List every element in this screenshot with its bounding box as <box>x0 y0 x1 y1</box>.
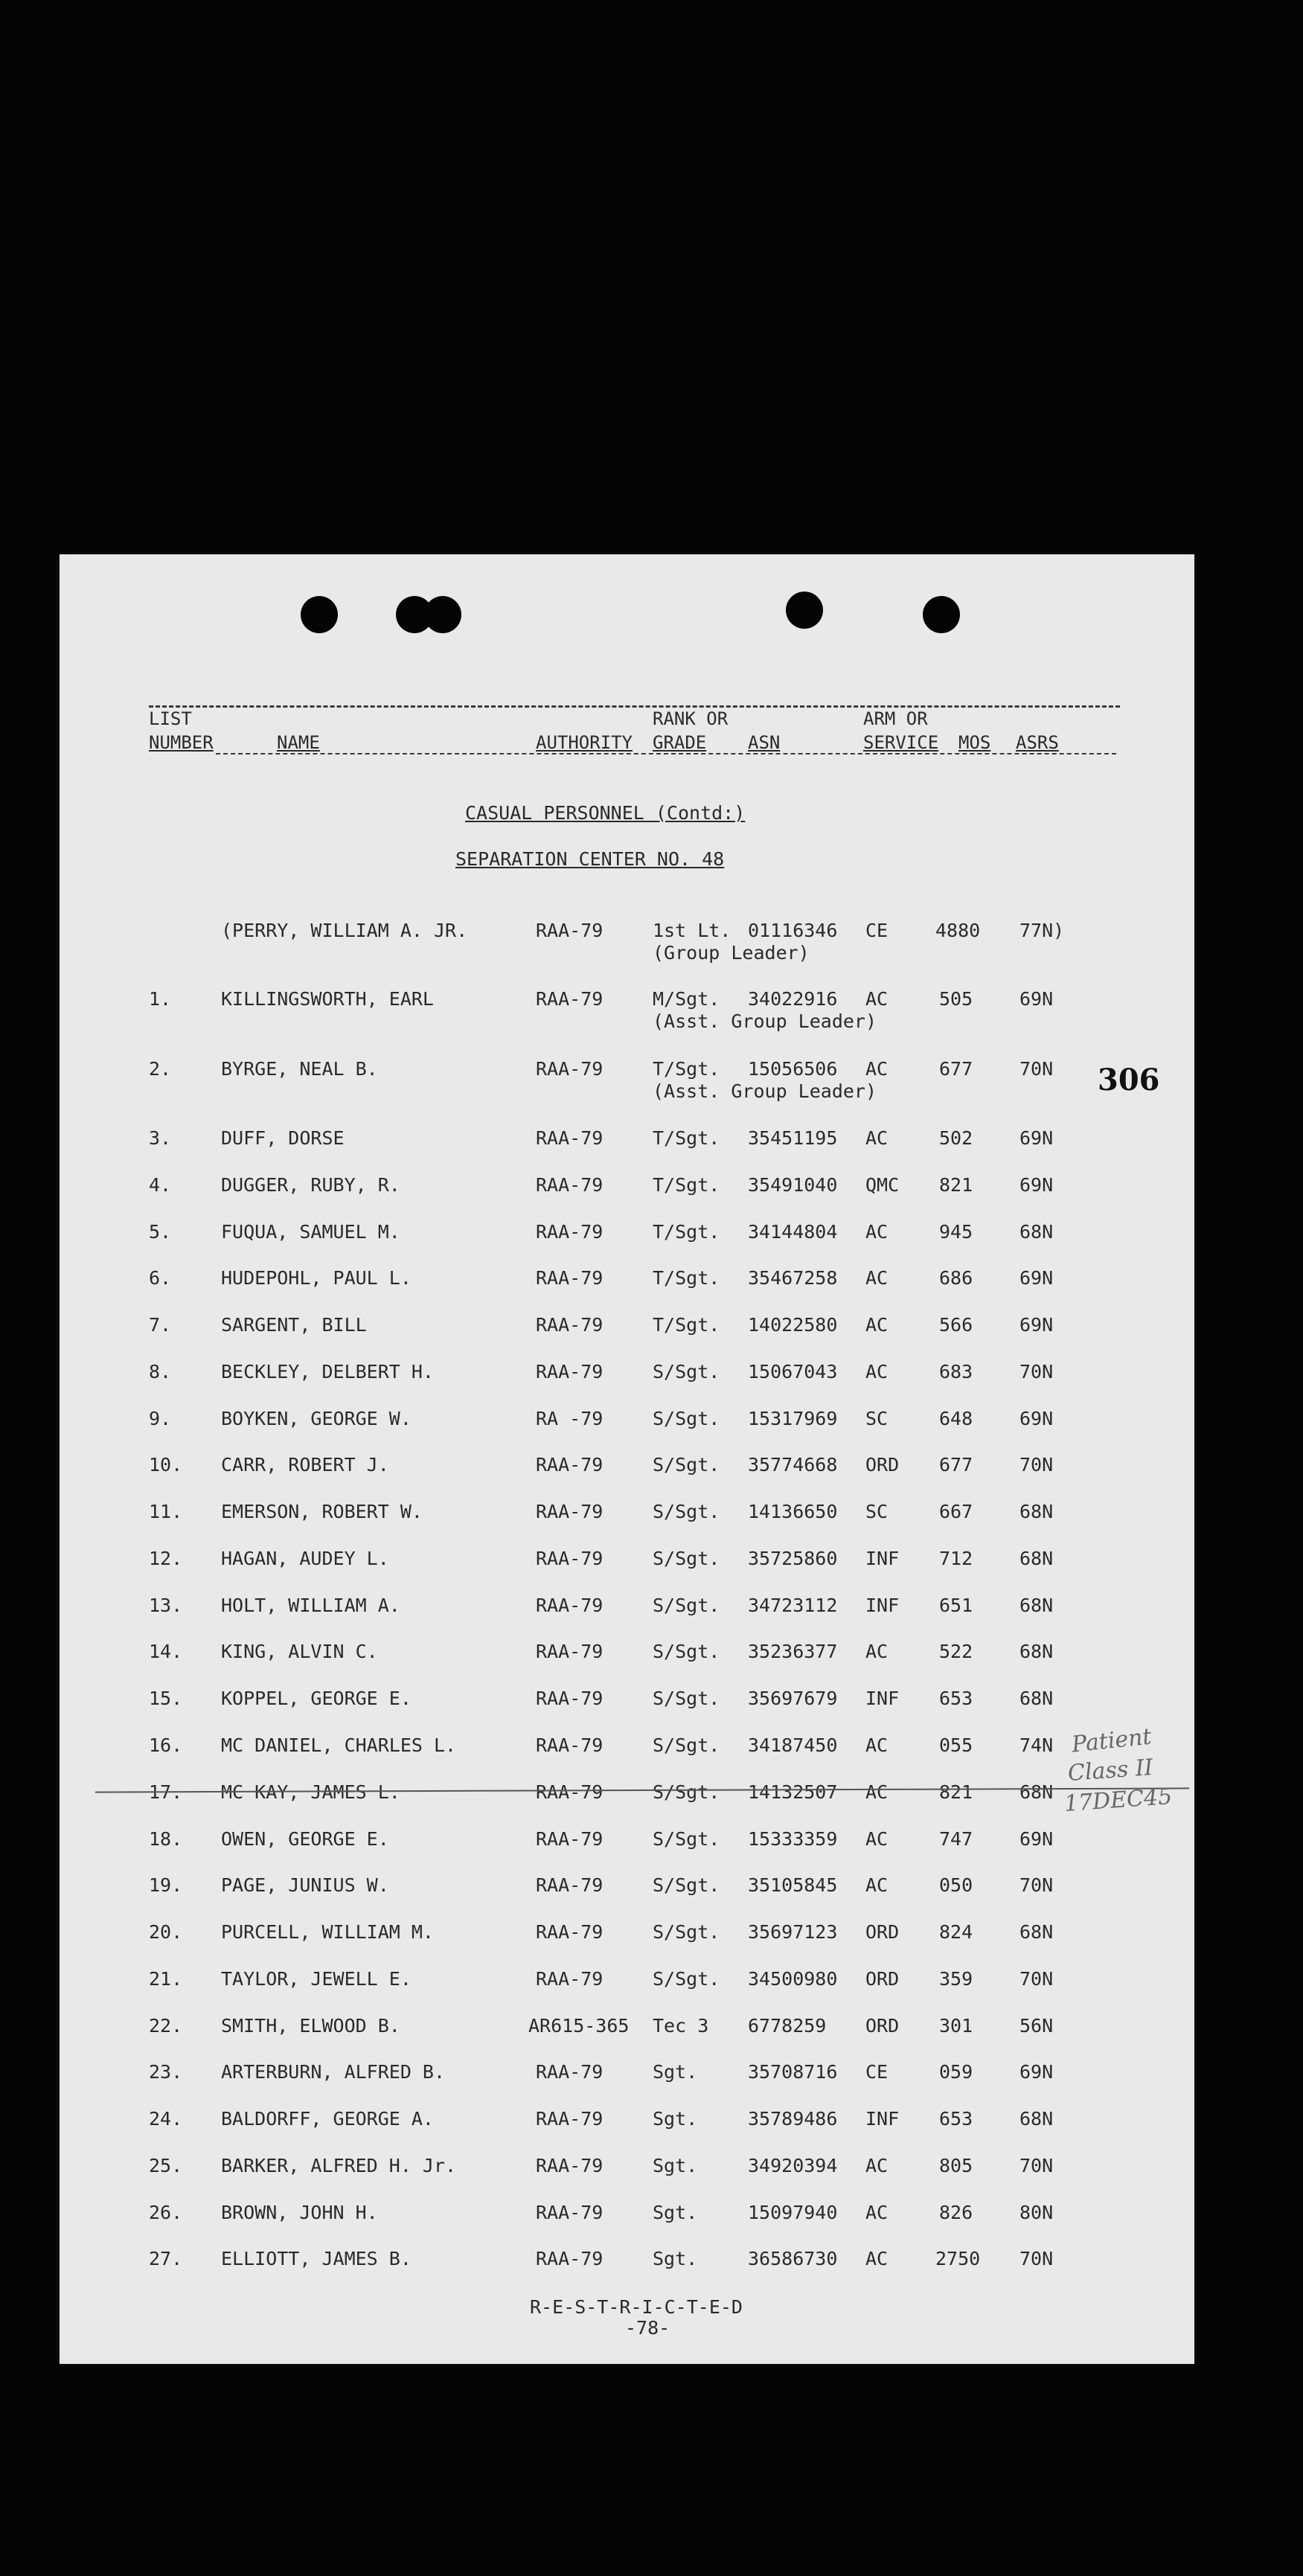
cell-authority: RAA-79 <box>536 1361 604 1382</box>
cell-asrs: 70N <box>1019 1968 1054 1990</box>
table-row <box>0 2015 1303 2060</box>
table-row <box>0 1921 1303 1966</box>
cell-name: PAGE, JUNIUS W. <box>221 1874 389 1896</box>
cell-rank: S/Sgt. <box>653 1454 720 1476</box>
cell-authority: RAA-79 <box>536 1595 604 1616</box>
cell-asrs: 68N <box>1019 1781 1054 1803</box>
cell-mos: 945 <box>939 1221 973 1243</box>
cell-mos: 826 <box>939 2202 973 2223</box>
cell-name: CARR, ROBERT J. <box>221 1454 389 1476</box>
cell-authority: RAA-79 <box>536 2108 604 2130</box>
table-row <box>0 1641 1303 1685</box>
table-row <box>0 2108 1303 2153</box>
cell-mos: 821 <box>939 1781 973 1803</box>
cell-asrs: 68N <box>1019 1548 1054 1569</box>
cell-asrs: 68N <box>1019 2108 1054 2130</box>
cell-mos: 805 <box>939 2155 973 2176</box>
cell-number: 24. <box>149 2108 183 2130</box>
cell-name: PURCELL, WILLIAM M. <box>221 1921 434 1943</box>
header-list-number-2: NUMBER <box>149 732 214 753</box>
leader-rank: 1st Lt. <box>653 920 731 941</box>
cell-number: 21. <box>149 1968 183 1990</box>
punch-hole <box>301 596 338 633</box>
table-row <box>0 1221 1303 1266</box>
cell-arm: ORD <box>865 1968 900 1990</box>
cell-number: 15. <box>149 1688 183 1709</box>
cell-authority: RAA-79 <box>536 1548 604 1569</box>
page-footer: -78- <box>625 2317 670 2339</box>
cell-number: 17. <box>149 1781 183 1803</box>
cell-asn: 35491040 <box>748 1174 838 1196</box>
leader-note: (Group Leader) <box>653 942 810 964</box>
cell-asrs: 74N <box>1019 1734 1054 1756</box>
cell-asrs: 68N <box>1019 1688 1054 1709</box>
cell-mos: 683 <box>939 1361 973 1382</box>
cell-authority: RAA-79 <box>536 1267 604 1289</box>
cell-arm: AC <box>865 988 889 1010</box>
cell-name: BARKER, ALFRED H. Jr. <box>221 2155 457 2176</box>
cell-rank: T/Sgt. <box>653 1127 720 1149</box>
cell-name: BROWN, JOHN H. <box>221 2202 378 2223</box>
section-title: CASUAL PERSONNEL (Contd:) <box>465 802 746 824</box>
table-row <box>0 1968 1303 2013</box>
cell-authority: RAA-79 <box>536 1734 604 1756</box>
cell-number: 26. <box>149 2202 183 2223</box>
table-row <box>0 1688 1303 1732</box>
cell-mos: 686 <box>939 1267 973 1289</box>
cell-rank: Sgt. <box>653 2108 698 2130</box>
cell-arm: ORD <box>865 1454 900 1476</box>
cell-asrs: 70N <box>1019 1058 1054 1080</box>
cell-asn: 36586730 <box>748 2248 838 2269</box>
cell-rank: S/Sgt. <box>653 1828 720 1850</box>
cell-asn: 35697123 <box>748 1921 838 1943</box>
cell-arm: AC <box>865 1874 889 1896</box>
cell-asrs: 70N <box>1019 2248 1054 2269</box>
header-arm-1: ARM OR <box>863 708 928 729</box>
cell-mos: 359 <box>939 1968 973 1990</box>
cell-name: SARGENT, BILL <box>221 1314 367 1336</box>
cell-authority: RAA-79 <box>536 1921 604 1943</box>
cell-authority: RAA-79 <box>536 1501 604 1522</box>
cell-name: DUFF, DORSE <box>221 1127 345 1149</box>
cell-mos: 502 <box>939 1127 973 1149</box>
cell-arm: AC <box>865 1361 889 1382</box>
cell-name: SMITH, ELWOOD B. <box>221 2015 400 2037</box>
cell-arm: AC <box>865 1828 889 1850</box>
cell-authority: RAA-79 <box>536 2248 604 2269</box>
cell-asrs: 70N <box>1019 1874 1054 1896</box>
cell-number: 2. <box>149 1058 172 1080</box>
cell-name: BECKLEY, DELBERT H. <box>221 1361 434 1382</box>
cell-asn: 34500980 <box>748 1968 838 1990</box>
cell-asn: 35789486 <box>748 2108 838 2130</box>
punch-hole <box>424 596 461 633</box>
cell-rank: M/Sgt. <box>653 988 720 1010</box>
cell-arm: QMC <box>865 1174 900 1196</box>
restricted-footer: R-E-S-T-R-I-C-T-E-D <box>530 2296 743 2318</box>
cell-rank: Tec 3 <box>653 2015 709 2037</box>
table-row <box>0 2061 1303 2106</box>
leader-name: (PERRY, WILLIAM A. JR. <box>221 920 468 941</box>
cell-mos: 712 <box>939 1548 973 1569</box>
cell-asn: 34723112 <box>748 1595 838 1616</box>
cell-number: 10. <box>149 1454 183 1476</box>
table-row <box>0 1874 1303 1919</box>
cell-arm: AC <box>865 1734 889 1756</box>
table-row <box>0 1058 1303 1103</box>
table-row <box>0 1595 1303 1639</box>
cell-number: 25. <box>149 2155 183 2176</box>
cell-asrs: 68N <box>1019 1595 1054 1616</box>
cell-authority: RAA-79 <box>536 1174 604 1196</box>
cell-arm: AC <box>865 1267 889 1289</box>
cell-name: OWEN, GEORGE E. <box>221 1828 389 1850</box>
cell-mos: 055 <box>939 1734 973 1756</box>
cell-arm: AC <box>865 2155 889 2176</box>
cell-authority: RAA-79 <box>536 1641 604 1662</box>
table-row <box>0 1501 1303 1545</box>
cell-arm: INF <box>865 1595 900 1616</box>
cell-asrs: 70N <box>1019 1454 1054 1476</box>
punch-hole <box>786 592 823 629</box>
cell-name: MC DANIEL, CHARLES L. <box>221 1734 457 1756</box>
cell-arm: AC <box>865 2202 889 2223</box>
table-row <box>0 988 1303 1033</box>
cell-mos: 522 <box>939 1641 973 1662</box>
cell-mos: 747 <box>939 1828 973 1850</box>
cell-mos: 301 <box>939 2015 973 2037</box>
leader-asn: 01116346 <box>748 920 838 941</box>
handwritten-note-line1: Patient <box>1070 1723 1153 1758</box>
header-bottom-rule <box>216 753 1116 754</box>
cell-asrs: 69N <box>1019 988 1054 1010</box>
cell-name: HOLT, WILLIAM A. <box>221 1595 400 1616</box>
cell-asn: 34022916 <box>748 988 838 1010</box>
cell-mos: 566 <box>939 1314 973 1336</box>
cell-number: 20. <box>149 1921 183 1943</box>
cell-name: ARTERBURN, ALFRED B. <box>221 2061 446 2083</box>
center-title: SEPARATION CENTER NO. 48 <box>455 848 725 870</box>
cell-rank: S/Sgt. <box>653 1641 720 1662</box>
cell-asn: 6778259 <box>748 2015 827 2037</box>
cell-name: MC KAY, JAMES L. <box>221 1781 400 1803</box>
cell-asn: 34187450 <box>748 1734 838 1756</box>
cell-arm: AC <box>865 1781 889 1803</box>
cell-asn: 34920394 <box>748 2155 838 2176</box>
cell-authority: RAA-79 <box>536 2155 604 2176</box>
header-rank-1: RANK OR <box>653 708 729 729</box>
cell-mos: 651 <box>939 1595 973 1616</box>
cell-number: 8. <box>149 1361 172 1382</box>
cell-rank: T/Sgt. <box>653 1314 720 1336</box>
cell-name: KILLINGSWORTH, EARL <box>221 988 434 1010</box>
cell-rank: Sgt. <box>653 2061 698 2083</box>
cell-asn: 35774668 <box>748 1454 838 1476</box>
cell-number: 11. <box>149 1501 183 1522</box>
cell-rank: S/Sgt. <box>653 1734 720 1756</box>
header-asrs: ASRS <box>1016 732 1059 753</box>
leader-asrs: 77N) <box>1019 920 1065 941</box>
cell-asn: 14136650 <box>748 1501 838 1522</box>
cell-arm: INF <box>865 1548 900 1569</box>
cell-authority: AR615-365 <box>528 2015 630 2037</box>
cell-mos: 050 <box>939 1874 973 1896</box>
cell-number: 9. <box>149 1408 172 1429</box>
table-row <box>0 1174 1303 1219</box>
cell-rank: S/Sgt. <box>653 1781 720 1803</box>
cell-asrs: 80N <box>1019 2202 1054 2223</box>
cell-asn: 15097940 <box>748 2202 838 2223</box>
handwritten-note-line2: Class II <box>1066 1755 1154 1787</box>
cell-mos: 677 <box>939 1058 973 1080</box>
table-row <box>0 1548 1303 1592</box>
cell-asrs: 69N <box>1019 1267 1054 1289</box>
cell-rank: S/Sgt. <box>653 1501 720 1522</box>
cell-mos: 667 <box>939 1501 973 1522</box>
cell-rank: T/Sgt. <box>653 1174 720 1196</box>
cell-number: 4. <box>149 1174 172 1196</box>
cell-rank: T/Sgt. <box>653 1221 720 1243</box>
cell-asrs: 68N <box>1019 1501 1054 1522</box>
cell-asn: 15067043 <box>748 1361 838 1382</box>
cell-asn: 35236377 <box>748 1641 838 1662</box>
cell-authority: RA -79 <box>536 1408 604 1429</box>
cell-rank: Sgt. <box>653 2155 698 2176</box>
cell-arm: AC <box>865 1127 889 1149</box>
cell-authority: RAA-79 <box>536 988 604 1010</box>
cell-asn: 14132507 <box>748 1781 838 1803</box>
leader-arm: CE <box>865 920 889 941</box>
cell-rank: Sgt. <box>653 2248 698 2269</box>
cell-authority: RAA-79 <box>536 1058 604 1080</box>
cell-rank: S/Sgt. <box>653 1874 720 1896</box>
table-row <box>0 1454 1303 1499</box>
cell-mos: 677 <box>939 1454 973 1476</box>
cell-asrs: 69N <box>1019 1314 1054 1336</box>
cell-mos: 505 <box>939 988 973 1010</box>
header-authority: AUTHORITY <box>536 732 633 753</box>
cell-mos: 653 <box>939 1688 973 1709</box>
cell-asrs: 68N <box>1019 1221 1054 1243</box>
cell-rank: S/Sgt. <box>653 1688 720 1709</box>
cell-arm: AC <box>865 2248 889 2269</box>
table-row <box>0 1127 1303 1172</box>
table-row <box>0 2248 1303 2293</box>
cell-number: 6. <box>149 1267 172 1289</box>
cell-arm: AC <box>865 1058 889 1080</box>
cell-asn: 15333359 <box>748 1828 838 1850</box>
cell-number: 1. <box>149 988 172 1010</box>
cell-asn: 14022580 <box>748 1314 838 1336</box>
cell-asn: 35697679 <box>748 1688 838 1709</box>
cell-number: 14. <box>149 1641 183 1662</box>
cell-arm: ORD <box>865 2015 900 2037</box>
cell-authority: RAA-79 <box>536 1314 604 1336</box>
header-asn: ASN <box>748 732 781 753</box>
page-number-stamp: 306 <box>1098 1063 1160 1098</box>
cell-arm: AC <box>865 1221 889 1243</box>
cell-authority: RAA-79 <box>536 1127 604 1149</box>
table-row <box>0 1361 1303 1406</box>
cell-asrs: 69N <box>1019 1174 1054 1196</box>
table-row <box>0 2155 1303 2199</box>
cell-name: EMERSON, ROBERT W. <box>221 1501 423 1522</box>
cell-asn: 35725860 <box>748 1548 838 1569</box>
cell-authority: RAA-79 <box>536 1828 604 1850</box>
cell-name: TAYLOR, JEWELL E. <box>221 1968 412 1990</box>
cell-asn: 15317969 <box>748 1408 838 1429</box>
leader-mos: 4880 <box>935 920 981 941</box>
cell-arm: AC <box>865 1314 889 1336</box>
cell-asrs: 68N <box>1019 1921 1054 1943</box>
cell-note: (Asst. Group Leader) <box>653 1010 877 1032</box>
header-top-rule <box>149 705 1120 708</box>
cell-asrs: 70N <box>1019 2155 1054 2176</box>
cell-asrs: 69N <box>1019 1408 1054 1429</box>
cell-asn: 34144804 <box>748 1221 838 1243</box>
cell-authority: RAA-79 <box>536 1874 604 1896</box>
cell-name: BOYKEN, GEORGE W. <box>221 1408 412 1429</box>
cell-name: BALDORFF, GEORGE A. <box>221 2108 434 2130</box>
cell-mos: 824 <box>939 1921 973 1943</box>
cell-number: 3. <box>149 1127 172 1149</box>
punch-hole <box>923 596 960 633</box>
cell-arm: CE <box>865 2061 889 2083</box>
cell-number: 23. <box>149 2061 183 2083</box>
cell-number: 16. <box>149 1734 183 1756</box>
cell-arm: INF <box>865 1688 900 1709</box>
cell-mos: 059 <box>939 2061 973 2083</box>
cell-rank: T/Sgt. <box>653 1058 720 1080</box>
header-name: NAME <box>277 732 320 753</box>
header-rank-2: GRADE <box>653 732 707 753</box>
cell-authority: RAA-79 <box>536 2202 604 2223</box>
leader-authority: RAA-79 <box>536 920 604 941</box>
cell-mos: 653 <box>939 2108 973 2130</box>
cell-rank: T/Sgt. <box>653 1267 720 1289</box>
cell-authority: RAA-79 <box>536 1221 604 1243</box>
table-row <box>0 1314 1303 1359</box>
table-row <box>0 2202 1303 2246</box>
cell-asrs: 70N <box>1019 1361 1054 1382</box>
cell-note: (Asst. Group Leader) <box>653 1080 877 1102</box>
cell-asn: 35708716 <box>748 2061 838 2083</box>
cell-mos: 2750 <box>935 2248 981 2269</box>
cell-rank: S/Sgt. <box>653 1921 720 1943</box>
cell-number: 19. <box>149 1874 183 1896</box>
cell-arm: ORD <box>865 1921 900 1943</box>
cell-rank: S/Sgt. <box>653 1548 720 1569</box>
cell-name: KOPPEL, GEORGE E. <box>221 1688 412 1709</box>
cell-asn: 15056506 <box>748 1058 838 1080</box>
cell-name: BYRGE, NEAL B. <box>221 1058 378 1080</box>
cell-name: ELLIOTT, JAMES B. <box>221 2248 412 2269</box>
cell-authority: RAA-79 <box>536 1968 604 1990</box>
cell-rank: S/Sgt. <box>653 1595 720 1616</box>
header-mos: MOS <box>958 732 991 753</box>
cell-rank: S/Sgt. <box>653 1361 720 1382</box>
cell-number: 12. <box>149 1548 183 1569</box>
cell-name: KING, ALVIN C. <box>221 1641 378 1662</box>
cell-mos: 821 <box>939 1174 973 1196</box>
cell-rank: S/Sgt. <box>653 1408 720 1429</box>
header-list-number-1: LIST <box>149 708 192 729</box>
cell-authority: RAA-79 <box>536 1781 604 1803</box>
cell-rank: S/Sgt. <box>653 1968 720 1990</box>
cell-name: HUDEPOHL, PAUL L. <box>221 1267 412 1289</box>
header-arm-2: SERVICE <box>863 732 939 753</box>
cell-name: FUQUA, SAMUEL M. <box>221 1221 400 1243</box>
table-row <box>0 1267 1303 1312</box>
cell-number: 22. <box>149 2015 183 2037</box>
table-row <box>0 1408 1303 1452</box>
cell-asrs: 69N <box>1019 1127 1054 1149</box>
cell-asrs: 56N <box>1019 2015 1054 2037</box>
cell-arm: AC <box>865 1641 889 1662</box>
cell-arm: SC <box>865 1501 889 1522</box>
cell-number: 18. <box>149 1828 183 1850</box>
cell-asrs: 69N <box>1019 2061 1054 2083</box>
cell-asrs: 69N <box>1019 1828 1054 1850</box>
cell-authority: RAA-79 <box>536 1454 604 1476</box>
cell-asrs: 68N <box>1019 1641 1054 1662</box>
cell-authority: RAA-79 <box>536 1688 604 1709</box>
cell-name: DUGGER, RUBY, R. <box>221 1174 400 1196</box>
cell-rank: Sgt. <box>653 2202 698 2223</box>
handwritten-note-line3: 17DEC45 <box>1063 1783 1174 1818</box>
cell-asn: 35467258 <box>748 1267 838 1289</box>
cell-arm: INF <box>865 2108 900 2130</box>
table-row <box>0 1828 1303 1873</box>
cell-number: 7. <box>149 1314 172 1336</box>
cell-number: 27. <box>149 2248 183 2269</box>
cell-arm: SC <box>865 1408 889 1429</box>
cell-number: 13. <box>149 1595 183 1616</box>
cell-name: HAGAN, AUDEY L. <box>221 1548 389 1569</box>
cell-number: 5. <box>149 1221 172 1243</box>
cell-asn: 35451195 <box>748 1127 838 1149</box>
cell-authority: RAA-79 <box>536 2061 604 2083</box>
cell-mos: 648 <box>939 1408 973 1429</box>
cell-asn: 35105845 <box>748 1874 838 1896</box>
